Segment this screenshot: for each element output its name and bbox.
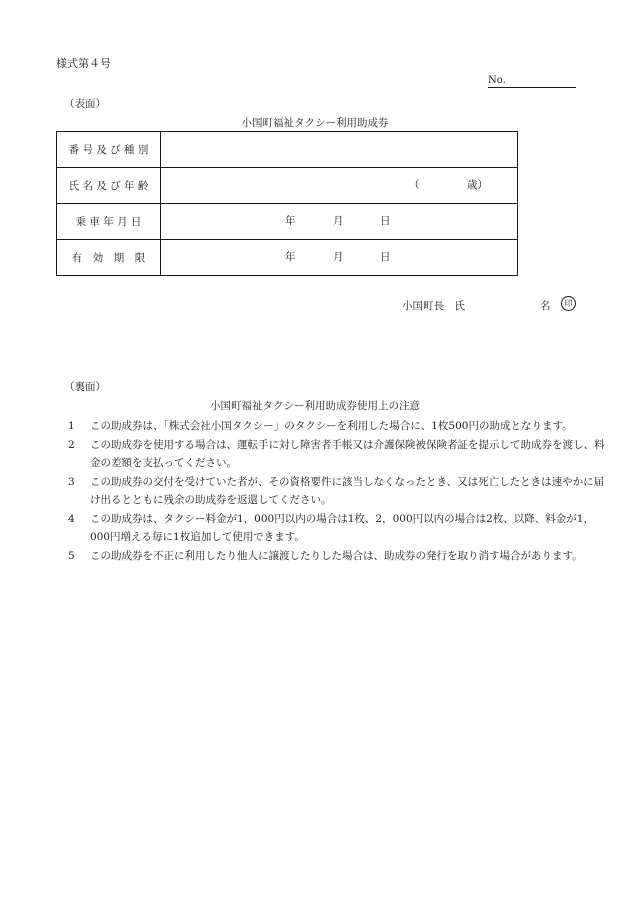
list-item	[68, 473, 608, 510]
ride-date-field	[161, 204, 518, 240]
notes-title: 小国町福祉タクシー利用助成券使用上の注意	[210, 400, 420, 412]
year-unit: 年	[285, 251, 296, 263]
age-unit: 歳）	[467, 179, 488, 191]
day-unit: 日	[380, 251, 391, 263]
month-unit: 月	[333, 215, 344, 227]
table-row	[57, 204, 518, 240]
back-side-label: （裏面）	[64, 381, 106, 393]
note-text: この助成券を不正に利用したり他人に譲渡したりした場合は、助成券の発行を取り消す場合があります。	[90, 549, 583, 562]
row-label-name-age: 氏 名 及 び 年 齢	[57, 168, 161, 204]
expiry-date-field	[161, 240, 518, 276]
list-item	[68, 436, 608, 473]
note-number: 4	[68, 512, 75, 525]
number-type-field	[161, 132, 518, 168]
table-row	[57, 240, 518, 276]
row-label-expiry: 有 効 期 限	[57, 240, 161, 276]
ticket-table	[56, 131, 518, 276]
age-open-paren: （	[409, 179, 420, 191]
name-age-field	[161, 168, 518, 204]
serial-number-field: No.	[488, 74, 576, 88]
note-number: 3	[68, 475, 75, 488]
year-unit: 年	[285, 215, 296, 227]
issuer-name-char: 名	[540, 300, 551, 312]
form-number: 様式第４号	[56, 57, 111, 70]
note-text: この助成券は、「株式会社小国タクシー」のタクシーを利用した場合に、1枚500円の助成となります。	[90, 420, 573, 432]
list-item	[68, 547, 608, 566]
note-number: 2	[68, 438, 75, 451]
list-item	[68, 417, 608, 436]
month-unit: 月	[333, 251, 344, 263]
notes-list	[68, 417, 608, 565]
list-item	[68, 510, 608, 547]
day-unit: 日	[380, 215, 391, 227]
note-text: この助成券は、タクシー料金が1，000円以内の場合は1枚、2，000円以内の場合は2枚、以降、料金が1，000円増える毎に1枚追加して使用できます。	[90, 512, 594, 543]
note-number: 1	[68, 420, 75, 432]
note-text: この助成券の交付を受けていた者が、その資格要件に該当しなくなったとき、又は死亡したときは速やかに届け出るとともに残余の助成券を返還してください。	[90, 475, 605, 506]
issuer-title: 小国町長 氏	[402, 300, 465, 312]
ticket-title: 小国町福祉タクシー利用助成券	[241, 117, 389, 129]
note-number: 5	[68, 549, 75, 562]
table-row	[57, 168, 518, 204]
row-label-ride-date: 乗 車 年 月 日	[57, 204, 161, 240]
note-text: この助成券を使用する場合は、運転手に対し障害者手帳又は介護保険被保険者証を提示して助成券を渡し、料金の差額を支払ってください。	[90, 438, 605, 469]
seal-icon: 印	[561, 296, 576, 311]
row-label-number-type: 番 号 及 び 種 別	[57, 132, 161, 168]
front-side-label: （表面）	[64, 98, 106, 110]
table-row	[57, 132, 518, 168]
